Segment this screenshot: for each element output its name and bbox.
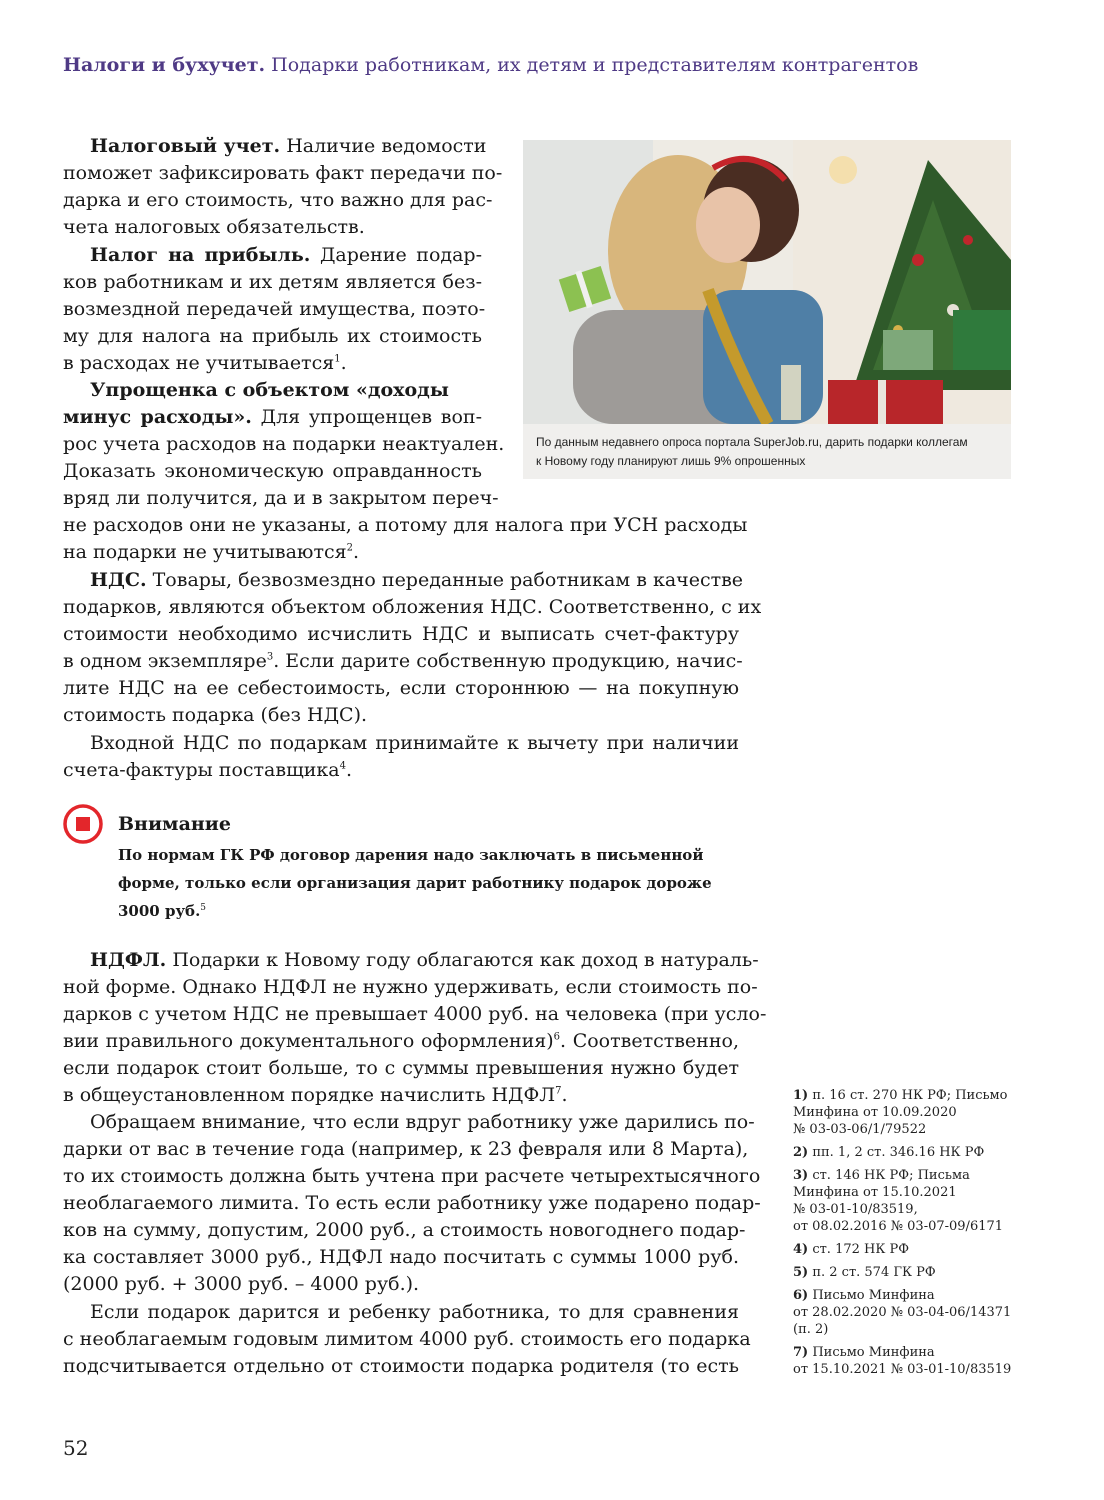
footnote bbox=[793, 1087, 1033, 1138]
footnote-number: 6) bbox=[793, 1288, 809, 1303]
footnote-ref: 1 bbox=[334, 353, 341, 365]
text-line: рос учета расходов на подарки неактуален. bbox=[63, 433, 505, 455]
footnote-ref: 3 bbox=[266, 651, 274, 663]
text-line: дарка и его стоимость, что важно для рас- bbox=[63, 189, 493, 211]
footnote-ref: 5 bbox=[200, 903, 207, 913]
vat-title: НДС. bbox=[90, 569, 147, 591]
text-line: в общеустановленном порядке начислить НДФЛ bbox=[63, 1084, 556, 1106]
input-vat-paragraph: Входной НДС по подаркам принимайте к вычету при наличии счета-фактуры поставщика$^4$. bbox=[63, 732, 739, 781]
text-line: вии правильного документального оформления) bbox=[63, 1030, 554, 1052]
text-line: 3000 руб. bbox=[118, 902, 201, 920]
text-line: стоимости необходимо исчислить НДС и выписать счет-фактуру bbox=[63, 623, 739, 645]
footnote bbox=[793, 1167, 1033, 1235]
footnote-number: 1) bbox=[793, 1088, 809, 1103]
header-subtitle: Подарки работникам, их детям и представителям контрагентов bbox=[271, 54, 919, 76]
text-line: (2000 руб. + 3000 руб. – 4000 руб.). bbox=[63, 1273, 420, 1295]
gift-hug-photo bbox=[523, 140, 1011, 424]
text-line: Дарение подар- bbox=[310, 244, 482, 266]
footnote-line: ст. 146 НК РФ; Письма bbox=[808, 1168, 970, 1183]
page-number: 52 bbox=[63, 1436, 89, 1460]
running-header bbox=[63, 54, 918, 76]
text-line: подсчитывается отдельно от стоимости подарка родителя (то есть bbox=[63, 1355, 739, 1377]
text-line: Обращаем внимание, что если вдруг работнику уже дарились по- bbox=[90, 1111, 755, 1133]
text-line: с необлагаемым годовым лимитом 4000 руб. стоимость его подарка bbox=[63, 1328, 751, 1350]
caption-line: По данным недавнего опроса портала SuperJob.ru, дарить подарки коллегам bbox=[536, 435, 968, 449]
text-line: лите НДС на ее себестоимость, если стороннюю — на покупную bbox=[63, 677, 739, 699]
text-line: му для налога на прибыль их стоимость bbox=[63, 325, 482, 347]
profit-tax-title: Налог на прибыль. bbox=[90, 244, 311, 266]
tax-accounting-paragraph bbox=[63, 133, 503, 241]
footnote-line: Минфина от 10.09.2020 bbox=[793, 1105, 957, 1120]
footnote-ref: 2 bbox=[346, 542, 353, 554]
gift-limit-paragraph bbox=[63, 1109, 761, 1298]
tax-accounting-title: Налоговый учет. bbox=[90, 135, 281, 157]
footnote-line: п. 2 ст. 574 ГК РФ bbox=[808, 1265, 936, 1280]
simplified-title-line: Упрощенка с объектом «доходы bbox=[90, 379, 449, 401]
text-line: дарки от вас в течение года (например, к 23 февраля или 8 Марта), bbox=[63, 1138, 749, 1160]
text-line: возмездной передачей имущества, поэто- bbox=[63, 298, 486, 320]
text-line: ков работникам и их детям является без- bbox=[63, 271, 482, 293]
footnote-line: Письмо Минфина bbox=[808, 1345, 935, 1360]
profit-tax-paragraph: Налог на прибыль. Дарение подар- ков работникам и их детям является без- возмездной передачей имущества, поэто- му для налога на прибыль их стоимость в расходах не учитывается$^1$. bbox=[63, 244, 486, 374]
footnote-number: 7) bbox=[793, 1345, 809, 1360]
text-line: в расходах не учитывается bbox=[63, 352, 335, 374]
caption-line: к Новому году планируют лишь 9% опрошенных bbox=[536, 454, 806, 468]
footnote-ref: 7 bbox=[555, 1085, 562, 1097]
footnote bbox=[793, 1287, 1033, 1338]
footnote-number: 5) bbox=[793, 1265, 809, 1280]
footnote bbox=[793, 1144, 1033, 1161]
footnote-line: № 03-03-06/1/79522 bbox=[793, 1122, 927, 1137]
text-line: чета налоговых обязательств. bbox=[63, 216, 365, 238]
text-line: Товары, безвозмездно переданные работникам в качестве bbox=[146, 569, 744, 591]
attention-stop-icon bbox=[62, 803, 104, 845]
photo-caption bbox=[523, 424, 1011, 479]
text-line: Входной НДС по подаркам принимайте к вычету при наличии bbox=[90, 732, 739, 754]
footnote-line: пп. 1, 2 ст. 346.16 НК РФ bbox=[808, 1145, 985, 1160]
ndfl-title: НДФЛ. bbox=[90, 949, 167, 971]
text-line: ков на сумму, допустим, 2000 руб., а стоимость новогоднего подар- bbox=[63, 1219, 746, 1241]
text-line: подарков, являются объектом обложения НДС. Соответственно, с их bbox=[63, 596, 762, 618]
footnote-ref: 4 bbox=[339, 760, 346, 772]
footnote-line: ст. 172 НК РФ bbox=[808, 1242, 910, 1257]
text-line: в одном экземпляре bbox=[63, 650, 267, 672]
footnote-number: 2) bbox=[793, 1145, 809, 1160]
footnote-line: № 03-01-10/83519, bbox=[793, 1202, 918, 1217]
attention-title: Внимание bbox=[118, 813, 231, 835]
text-line: Подарки к Новому году облагаются как доход в натураль- bbox=[166, 949, 759, 971]
footnote-ref: 6 bbox=[553, 1031, 561, 1043]
photo-illustration bbox=[523, 140, 1011, 424]
simplified-paragraph: Упрощенка с объектом «доходы минус расходы». Для упрощенцев воп- рос учета расходов на подарки неактуален. Доказать экономическую оправданность вряд ли получится, да и в закрытом переч- не расходов они не указаны, а потому для налога при УСН расходы на подарки не учитываются$^2$. bbox=[63, 379, 748, 563]
text-line: ной форме. Однако НДФЛ не нужно удерживать, если стоимость по- bbox=[63, 976, 758, 998]
vat-paragraph bbox=[63, 567, 762, 729]
text-line: Если подарок дарится и ребенку работника, то для сравнения bbox=[90, 1301, 739, 1323]
text-line: то их стоимость должна быть учтена при расчете четырехтысячного bbox=[63, 1165, 761, 1187]
text-line: необлагаемого лимита. То есть если работнику уже подарено подар- bbox=[63, 1192, 761, 1214]
text-line: . Соответственно, bbox=[560, 1030, 739, 1052]
footnotes bbox=[793, 1087, 1033, 1384]
text-line: По нормам ГК РФ договор дарения надо заключать в письменной bbox=[118, 846, 704, 864]
text-line: счета-фактуры поставщика bbox=[63, 759, 340, 781]
child-gift-paragraph bbox=[63, 1299, 751, 1380]
footnote-number: 3) bbox=[793, 1168, 809, 1183]
text-line: на подарки не учитываются bbox=[63, 541, 347, 563]
text-line: Наличие ведомости bbox=[280, 135, 487, 157]
text-line: поможет зафиксировать факт передачи по- bbox=[63, 162, 503, 184]
text-line: форме, только если организация дарит работнику подарок дороже bbox=[118, 874, 712, 892]
text-line: дарков с учетом НДС не превышает 4000 руб. на человека (при усло- bbox=[63, 1003, 767, 1025]
text-line: . Если дарите собственную продукцию, начис- bbox=[273, 650, 743, 672]
footnote-line: от 28.02.2020 № 03-04-06/14371 bbox=[793, 1305, 1012, 1320]
footnote-line: от 08.02.2016 № 03-07-09/6171 bbox=[793, 1219, 1004, 1234]
footnote-line: (п. 2) bbox=[793, 1322, 829, 1337]
attention-text bbox=[118, 841, 712, 925]
text-line: Доказать экономическую оправданность bbox=[63, 460, 482, 482]
header-section: Налоги и бухучет. bbox=[63, 54, 266, 76]
text-line: вряд ли получится, да и в закрытом переч- bbox=[63, 487, 499, 509]
simplified-title-line: минус расходы». bbox=[63, 406, 252, 428]
text-line: если подарок стоит больше, то с суммы превышения нужно будет bbox=[63, 1057, 739, 1079]
text-line: Для упрощенцев воп- bbox=[251, 406, 482, 428]
text-line: ка составляет 3000 руб., НДФЛ надо посчитать с суммы 1000 руб. bbox=[63, 1246, 739, 1268]
ndfl-paragraph: НДФЛ. Подарки к Новому году облагаются как доход в натураль- ной форме. Однако НДФЛ не нужно удерживать, если стоимость по- дарков с учетом НДС не превышает 4000 руб. на человека (при усло- вии правильного документального оформления)$^6$. Соответственно, если подарок стоит больше, то с суммы превышения нужно будет в общеустановленном порядке начислить НДФЛ$^7$. bbox=[63, 949, 767, 1106]
footnote-number: 4) bbox=[793, 1242, 809, 1257]
footnote bbox=[793, 1344, 1033, 1378]
footnote-line: Письмо Минфина bbox=[808, 1288, 935, 1303]
footnote-line: от 15.10.2021 № 03-01-10/83519 bbox=[793, 1362, 1012, 1377]
text-line: не расходов они не указаны, а потому для налога при УСН расходы bbox=[63, 514, 748, 536]
text-line: стоимость подарка (без НДС). bbox=[63, 704, 368, 726]
footnote bbox=[793, 1264, 1033, 1281]
footnote-line: Минфина от 15.10.2021 bbox=[793, 1185, 957, 1200]
footnote-line: п. 16 ст. 270 НК РФ; Письмо bbox=[808, 1088, 1008, 1103]
footnote bbox=[793, 1241, 1033, 1258]
